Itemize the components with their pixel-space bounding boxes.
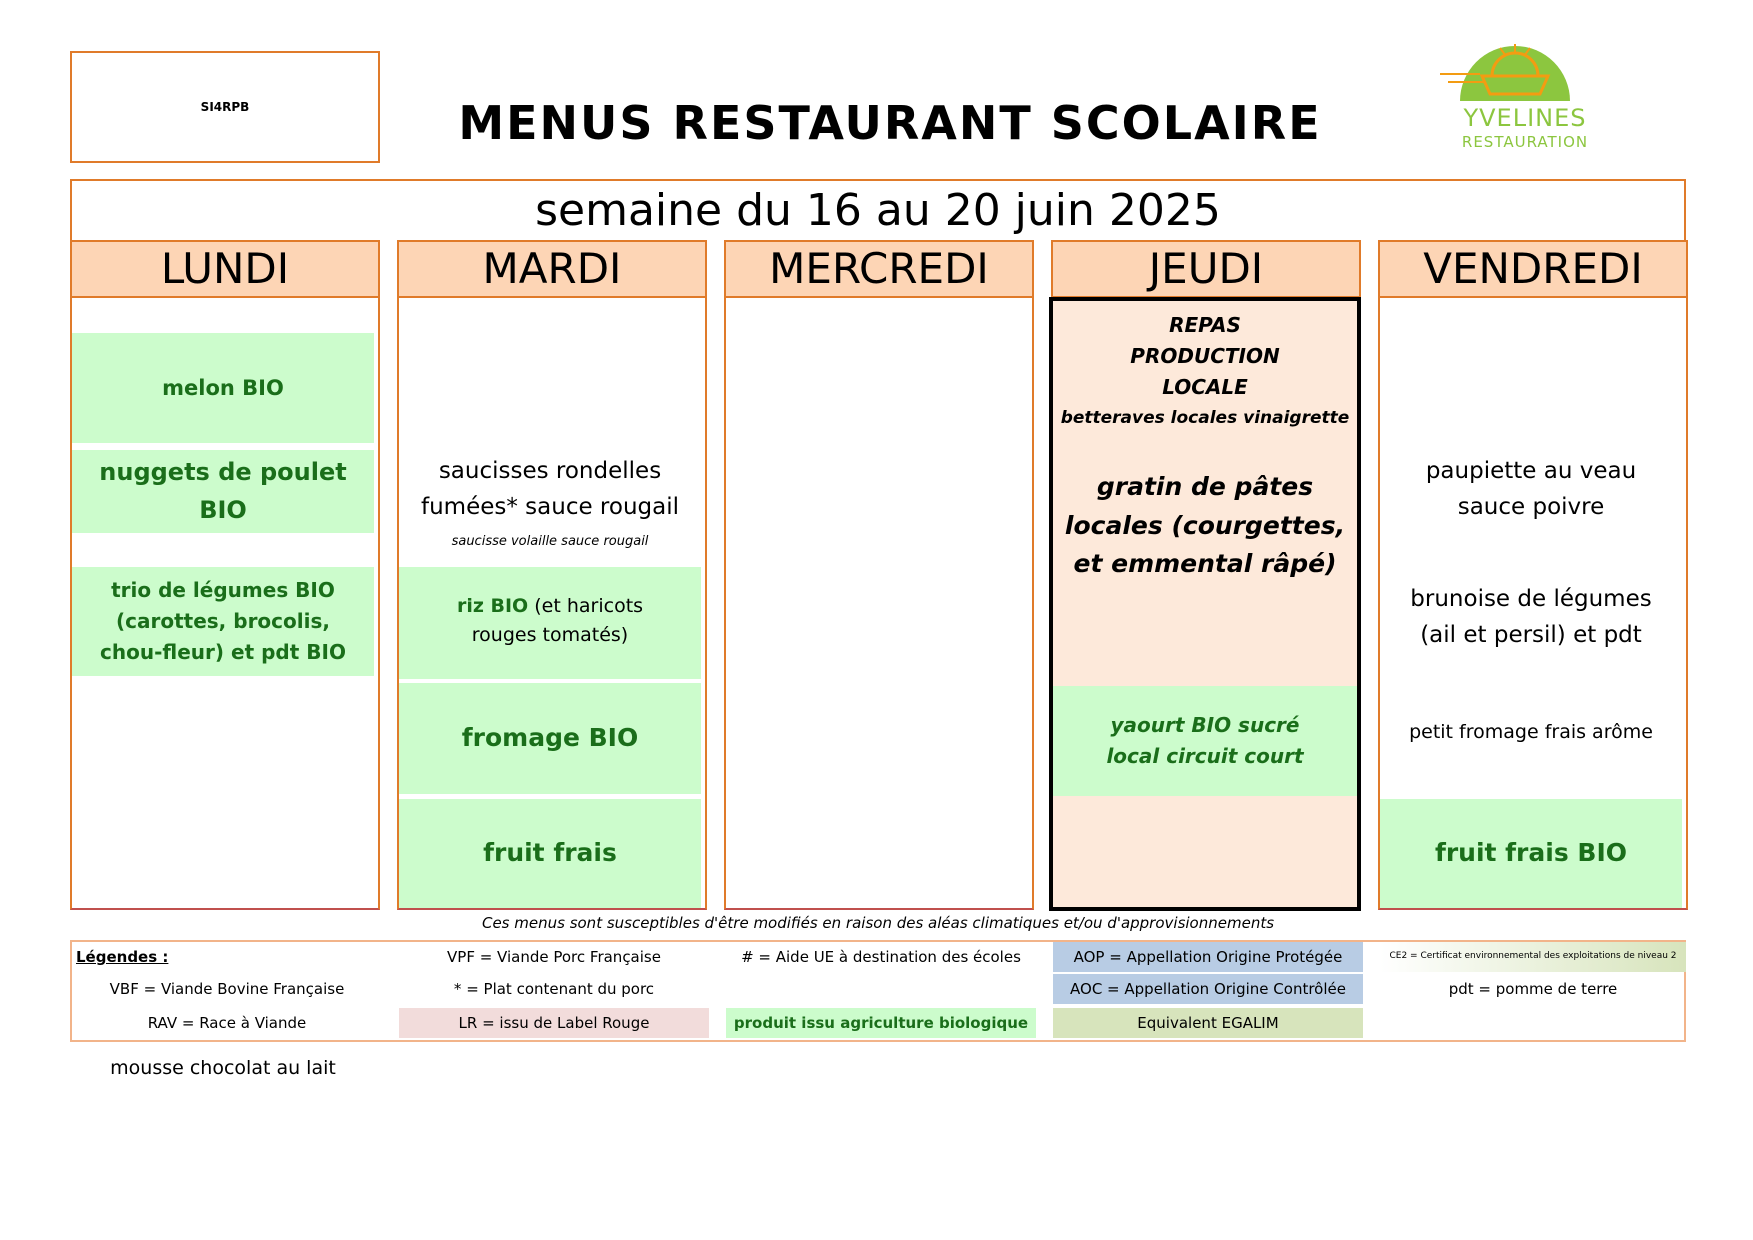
disclaimer-text: Ces menus sont susceptibles d'être modifiés en raison des aléas climatiques et/ou d'approvisionnements xyxy=(481,914,1275,932)
lundi-dessert: mousse chocolat au lait xyxy=(110,1057,336,1080)
day-header-mercredi: MERCREDI xyxy=(724,240,1034,298)
jeudi-special-title: REPAS PRODUCTION LOCALE xyxy=(1130,312,1280,399)
lundi-plat: nuggets de poulet BIO xyxy=(72,450,374,533)
legend-porc: * = Plat contenant du porc xyxy=(453,980,655,998)
day-column-mercredi xyxy=(724,240,1034,910)
mardi-dessert: fruit frais xyxy=(399,799,701,908)
mardi-accompagnement-bio: riz BIO xyxy=(456,595,529,617)
vendredi-plat: paupiette au veau sauce poivre xyxy=(1425,458,1637,520)
day-column-mardi xyxy=(397,240,707,910)
organization-box xyxy=(70,51,380,163)
lundi-accompagnement: trio de légumes BIO (carottes, brocolis, chou-fleur) et pdt BIO xyxy=(72,567,374,676)
week-banner: semaine du 16 au 20 juin 2025 xyxy=(70,179,1686,241)
legend-ue: # = Aide UE à destination des écoles xyxy=(741,948,1021,966)
day-header-mardi: MARDI xyxy=(397,240,707,298)
mardi-fromage: fromage BIO xyxy=(399,683,701,794)
legend-bio: produit issu agriculture biologique xyxy=(726,1008,1036,1038)
logo-dome-icon xyxy=(1420,36,1600,106)
jeudi-plat: gratin de pâtes locales (courgettes, et emmental râpé) xyxy=(1064,471,1346,579)
jeudi-laitage: yaourt BIO sucré local circuit court xyxy=(1053,686,1357,796)
legend-lr: LR = issu de Label Rouge xyxy=(399,1008,709,1038)
legend-box xyxy=(70,940,1686,1042)
legend-egalim: Equivalent EGALIM xyxy=(1053,1008,1363,1038)
mardi-accompagnement-rest: (et haricots rouges tomatés) xyxy=(471,595,644,647)
mardi-plat-note: saucisse volaille sauce rougail xyxy=(451,533,649,549)
day-column-vendredi xyxy=(1378,240,1688,910)
legend-aop: AOP = Appellation Origine Protégée xyxy=(1053,942,1363,972)
legend-rav: RAV = Race à Viande xyxy=(147,1014,307,1032)
yvelines-restauration-logo xyxy=(1420,36,1600,154)
legend-vbf: VBF = Viande Bovine Française xyxy=(109,980,345,998)
lundi-entree: melon BIO xyxy=(72,333,374,443)
jeudi-entree: betteraves locales vinaigrette xyxy=(1060,407,1350,428)
legend-aoc: AOC = Appellation Origine Contrôlée xyxy=(1053,974,1363,1004)
day-header-lundi: LUNDI xyxy=(70,240,380,298)
day-header-vendredi: VENDREDI xyxy=(1378,240,1688,298)
legend-vpf: VPF = Viande Porc Française xyxy=(447,948,661,966)
vendredi-fromage: petit fromage frais arôme xyxy=(1409,721,1653,744)
mardi-accompagnement xyxy=(399,567,701,679)
legend-ce2: CE2 = Certificat environnemental des exploitations de niveau 2 xyxy=(1380,942,1686,972)
organization-label: SI4RPB xyxy=(200,100,250,114)
legend-pdt: pdt = pomme de terre xyxy=(1448,980,1618,998)
legend-title: Légendes : xyxy=(76,948,169,966)
vendredi-accompagnement: brunoise de légumes (ail et persil) et pdt xyxy=(1410,586,1652,648)
page-title: MENUS RESTAURANT SCOLAIRE xyxy=(458,96,1322,150)
day-body-mercredi xyxy=(724,298,1034,910)
day-header-jeudi: JEUDI xyxy=(1051,240,1361,298)
jeudi-highlight-frame xyxy=(1049,297,1361,911)
logo-text-yvelines: YVELINES xyxy=(1463,104,1587,132)
vendredi-dessert: fruit frais BIO xyxy=(1380,799,1682,908)
logo-text-restauration: RESTAURATION xyxy=(1461,133,1589,151)
mardi-plat: saucisses rondelles fumées* sauce rougail xyxy=(420,458,679,520)
